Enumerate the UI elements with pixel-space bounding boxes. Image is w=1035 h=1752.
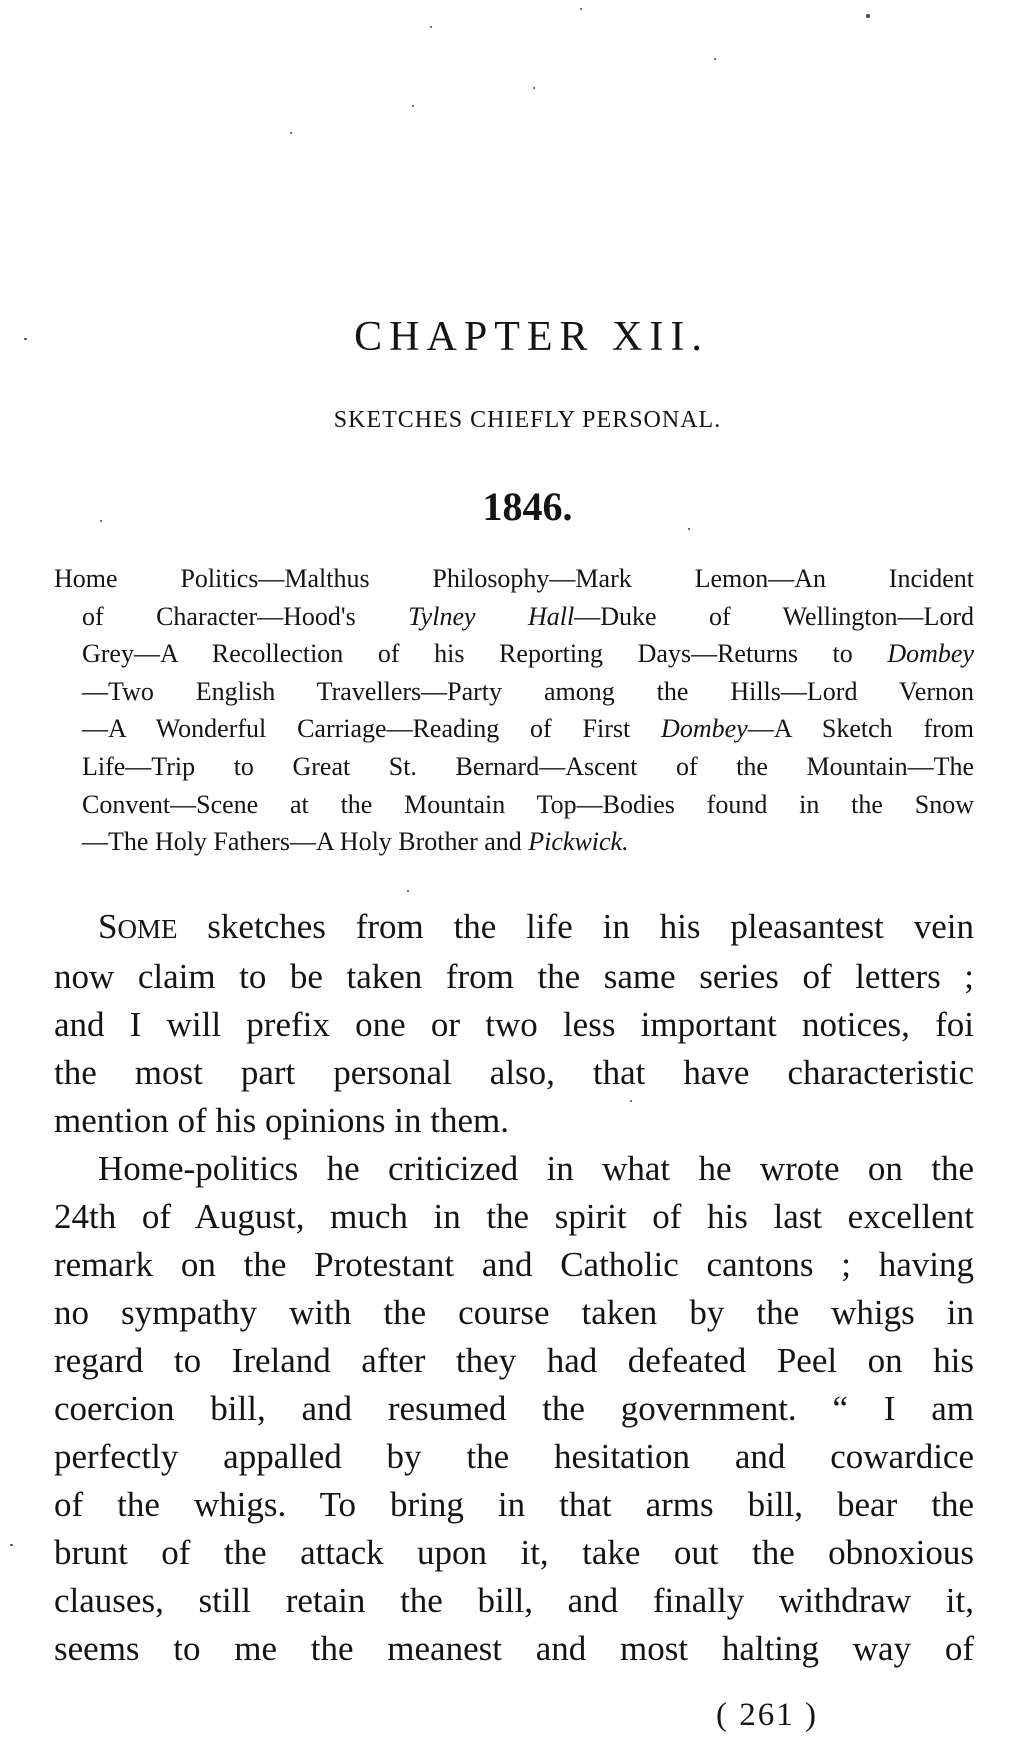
body-line: seems to me the meanest and most halting way of [54, 1629, 974, 1668]
scan-speck [866, 14, 870, 18]
body-line: the most part personal also, that have characteristic [54, 1053, 974, 1092]
scan-speck [407, 890, 409, 892]
summary-line: Life—Trip to Great St. Bernard—Ascent of the Mountain—The [82, 751, 974, 781]
summary-line: Grey—A Recollection of his Reporting Days—Returns to Dombey [82, 639, 974, 669]
summary-line: Convent—Scene at the Mountain Top—Bodies found in the Snow [82, 789, 974, 819]
summary-line: —A Wonderful Carriage—Reading of First Dombey—A Sketch from [82, 714, 974, 744]
body-line: clauses, still retain the bill, and finally withdraw it, [54, 1581, 974, 1620]
body-line: mention of his opinions in them. [54, 1101, 509, 1140]
summary-line: —Two English Travellers—Party among the Hills—Lord Vernon [82, 676, 974, 706]
page-number: ( 261 ) [716, 1697, 818, 1733]
body-line: remark on the Protestant and Catholic cantons ; having [54, 1245, 974, 1284]
body-line: regard to Ireland after they had defeated Peel on his [54, 1341, 974, 1380]
scan-speck [533, 87, 535, 89]
scan-speck [412, 105, 414, 107]
scan-speck [290, 132, 292, 134]
body-line: SOME sketches from the life in his pleasantest vein [98, 907, 974, 946]
body-line: and I will prefix one or two less important notices, foi [54, 1005, 974, 1044]
body-text [54, 903, 974, 1673]
scan-speck [430, 26, 432, 28]
body-line: Home-politics he criticized in what he wrote on the [98, 1149, 974, 1188]
body-line: perfectly appalled by the hesitation and cowardice [54, 1437, 974, 1476]
chapter-summary [54, 560, 974, 861]
scan-speck [580, 8, 582, 10]
summary-line: of Character—Hood's Tylney Hall—Duke of Wellington—Lord [82, 601, 975, 631]
chapter-year: 1846. [482, 484, 573, 529]
body-line: coercion bill, and resumed the government. “ I am [54, 1389, 974, 1428]
body-line: now claim to be taken from the same series of letters ; [54, 957, 974, 996]
body-line: of the whigs. To bring in that arms bill, bear the [54, 1485, 974, 1524]
body-line: brunt of the attack upon it, take out the obnoxious [54, 1533, 974, 1572]
chapter-title: CHAPTER XII. [354, 314, 709, 360]
scan-speck [714, 58, 716, 60]
summary-line: —The Holy Fathers—A Holy Brother and Pickwick. [82, 827, 629, 857]
body-line: 24th of August, much in the spirit of his last excellent [54, 1197, 974, 1236]
scan-speck [10, 1544, 13, 1546]
chapter-subtitle: SKETCHES CHIEFLY PERSONAL. [333, 407, 722, 433]
summary-line: Home Politics—Malthus Philosophy—Mark Lemon—An Incident [54, 564, 974, 593]
body-line: no sympathy with the course taken by the whigs in [54, 1293, 974, 1332]
